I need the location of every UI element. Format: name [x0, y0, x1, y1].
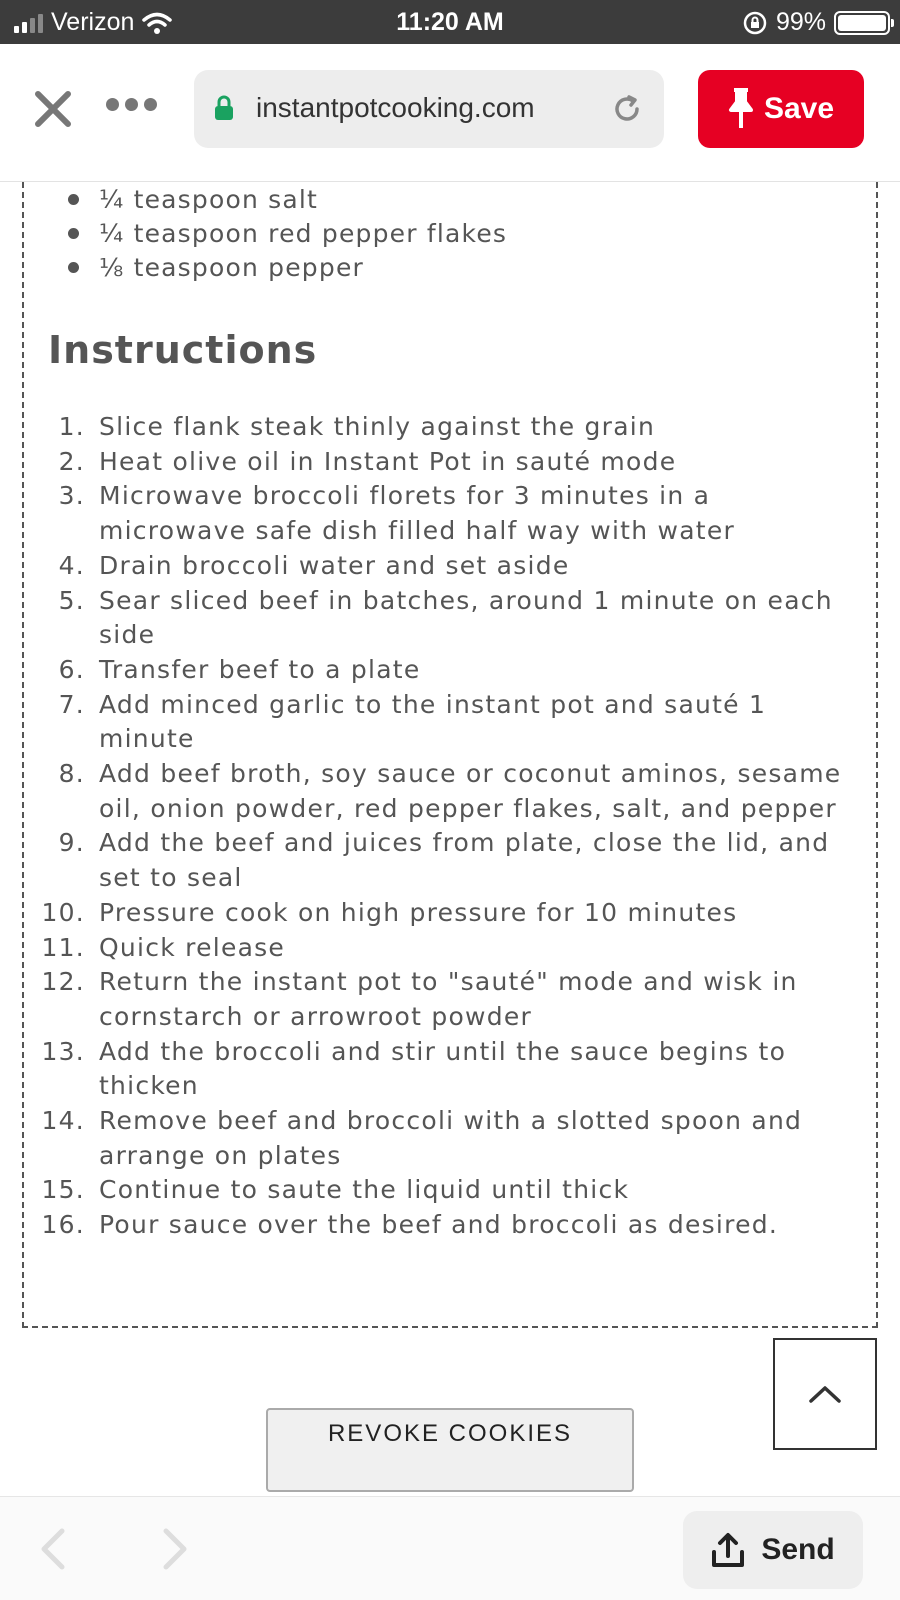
- share-icon: [711, 1532, 745, 1568]
- step-number: 11.: [41, 932, 85, 962]
- ingredient-text: ⅛ teaspoon pepper: [99, 252, 365, 282]
- step-text: Continue to saute the liquid until thick: [99, 1175, 630, 1205]
- clock: 11:20 AM: [396, 8, 504, 36]
- instructions-heading: Instructions: [48, 328, 318, 372]
- step-number: 15.: [41, 1175, 85, 1205]
- step-number: 14.: [41, 1106, 85, 1136]
- revoke-cookies-button[interactable]: REVOKE COOKIES: [266, 1408, 634, 1492]
- step-number: 4.: [58, 550, 85, 580]
- step-number: 9.: [58, 828, 85, 858]
- step-number: 5.: [58, 585, 85, 615]
- instruction-step: [24, 584, 876, 653]
- close-button[interactable]: [30, 86, 76, 132]
- step-text: Microwave broccoli florets for 3 minutes in a microwave safe dish filled half way with water: [99, 481, 735, 546]
- pin-icon: [728, 88, 754, 130]
- recipe-card: [22, 182, 878, 1328]
- instruction-step: [24, 931, 876, 966]
- close-icon: [30, 86, 76, 132]
- step-text: Pressure cook on high pressure for 10 minutes: [99, 897, 738, 927]
- instruction-step: [24, 1173, 876, 1208]
- back-arrow-icon[interactable]: [38, 1527, 68, 1571]
- orientation-lock-icon: [742, 10, 768, 36]
- instruction-step: [24, 1035, 876, 1104]
- step-number: 2.: [58, 446, 85, 476]
- instruction-step: [24, 445, 876, 480]
- instruction-step: [24, 549, 876, 584]
- list-item: [68, 216, 507, 250]
- step-text: Remove beef and broccoli with a slotted spoon and arrange on plates: [99, 1106, 803, 1170]
- instruction-step: [24, 757, 876, 826]
- scroll-to-top-button[interactable]: [773, 1338, 877, 1450]
- send-label: Send: [761, 1533, 835, 1566]
- forward-arrow-icon[interactable]: [160, 1527, 190, 1571]
- step-number: 8.: [58, 759, 85, 789]
- ingredient-text: ¼ teaspoon red pepper flakes: [99, 218, 508, 248]
- step-number: 6.: [58, 654, 85, 684]
- step-number: 12.: [41, 967, 85, 997]
- carrier-name: Verizon: [51, 8, 135, 36]
- save-label: Save: [763, 92, 835, 125]
- step-number: 3.: [58, 481, 85, 511]
- instruction-step: [24, 1104, 876, 1173]
- step-number: 10.: [41, 897, 85, 927]
- step-text: Add the beef and juices from plate, close the lid, and set to seal: [99, 828, 830, 893]
- url-text: instantpotcooking.com: [256, 92, 535, 123]
- instruction-step: [24, 826, 876, 895]
- ingredient-text: ¼ teaspoon salt: [99, 184, 319, 214]
- step-text: Add the broccoli and stir until the sauce begins to thicken: [99, 1036, 787, 1101]
- instruction-step: [24, 1208, 876, 1243]
- step-text: Return the instant pot to "sauté" mode and wisk in cornstarch or arrowroot powder: [99, 967, 798, 1031]
- step-text: Drain broccoli water and set aside: [99, 550, 570, 580]
- step-text: Slice flank steak thinly against the grain: [99, 412, 656, 441]
- instruction-step: [24, 479, 876, 548]
- address-bar[interactable]: [194, 70, 664, 148]
- step-text: Heat olive oil in Instant Pot in sauté mode: [99, 446, 677, 476]
- step-text: Sear sliced beef in batches, around 1 minute on each side: [99, 585, 833, 650]
- browser-bottom-bar: [0, 1496, 900, 1600]
- step-text: Add beef broth, soy sauce or coconut aminos, sesame oil, onion powder, red pepper flakes, salt, and pepper: [99, 759, 842, 823]
- step-text: Add minced garlic to the instant pot and sauté 1 minute: [99, 689, 767, 754]
- step-text: Quick release: [99, 932, 286, 962]
- step-text: Transfer beef to a plate: [99, 654, 421, 684]
- browser-toolbar: [0, 44, 900, 182]
- step-number: 7.: [58, 689, 85, 719]
- send-button[interactable]: [683, 1511, 863, 1589]
- instruction-list: [24, 410, 876, 1243]
- step-number: 16.: [41, 1210, 85, 1240]
- status-right: [742, 8, 890, 37]
- step-text: Pour sauce over the beef and broccoli as desired.: [99, 1210, 779, 1240]
- lock-icon: [214, 95, 234, 121]
- save-button[interactable]: [698, 70, 864, 148]
- more-options-icon[interactable]: [106, 98, 157, 111]
- instruction-step: [24, 965, 876, 1034]
- battery-icon: [834, 11, 890, 35]
- battery-percent: 99%: [775, 8, 826, 36]
- list-item: [68, 250, 364, 284]
- step-number: 1.: [58, 412, 85, 441]
- instruction-step: [24, 410, 876, 445]
- instruction-step: [24, 653, 876, 688]
- reload-icon[interactable]: [610, 92, 644, 126]
- list-item: [68, 182, 318, 216]
- instruction-step: [24, 896, 876, 931]
- instruction-step: [24, 688, 876, 757]
- chevron-up-icon: [808, 1384, 842, 1404]
- status-bar: [0, 0, 900, 44]
- step-number: 13.: [41, 1036, 85, 1066]
